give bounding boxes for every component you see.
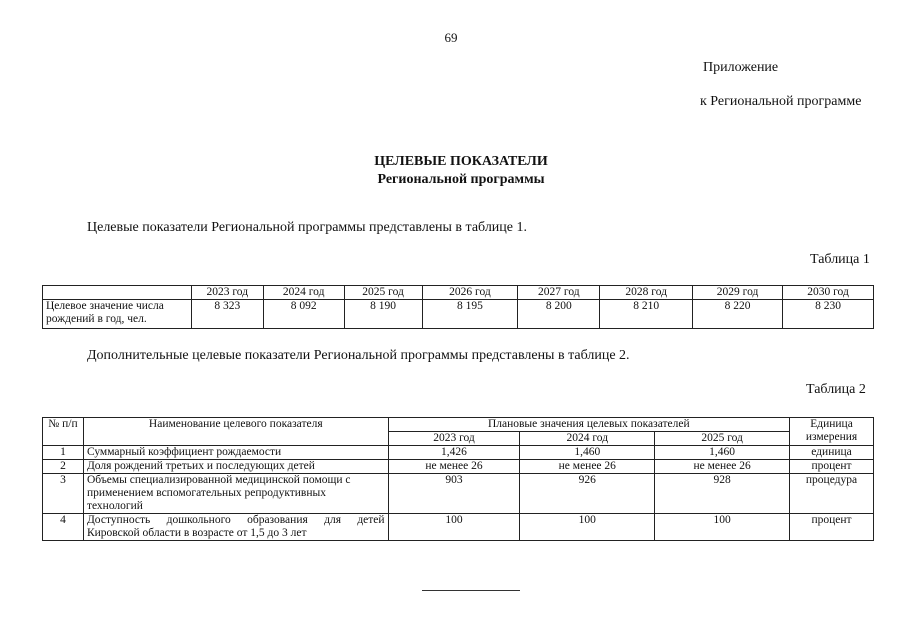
table1-year-header: 2026 год [422,286,518,300]
table1-value-cell: 8 220 [693,300,783,329]
table2-year-header: 2024 год [520,432,655,446]
indicator-name: Суммарный коэффициент рождаемости [83,446,388,460]
table2-plan-header: Плановые значения целевых показателей [388,418,789,432]
table1-value-cell: 8 210 [600,300,693,329]
table1-value-cell: 8 195 [422,300,518,329]
title-main: ЦЕЛЕВЫЕ ПОКАЗАТЕЛИ [374,154,548,169]
row-number: 2 [43,460,84,474]
table1-row-label: Целевое значение числа рождений в год, чел. [43,300,192,329]
table1-caption: Таблица 1 [810,252,870,267]
indicator-name: Объемы специализированной медицинской помощи с применением вспомогательных репродуктивных технологий [83,474,388,514]
table1-year-header: 2028 год [600,286,693,300]
table1-year-header: 2029 год [693,286,783,300]
table1-year-header: 2030 год [783,286,874,300]
row-number: 1 [43,446,84,460]
value-2024: 926 [520,474,655,514]
value-2023: 100 [388,514,520,541]
table1-year-header: 2024 год [263,286,344,300]
unit-cell: процедура [790,474,874,514]
unit-cell: процент [790,460,874,474]
table-row [43,446,874,460]
table2-name-header: Наименование целевого показателя [83,418,388,446]
indicator-name: Доступность дошкольного образования для детей Кировской области в возрасте от 1,5 до 3 лет [83,514,388,541]
document-title [0,153,902,189]
table-row [43,474,874,514]
table1-corner-cell [43,286,192,300]
indicator-name: Доля рождений третьих и последующих детей [83,460,388,474]
table1-value-row [43,300,874,329]
value-2025: 1,460 [655,446,790,460]
value-2024: 1,460 [520,446,655,460]
table1-value-cell: 8 200 [518,300,600,329]
value-2023: 1,426 [388,446,520,460]
table1-year-header: 2023 год [191,286,263,300]
table1-value-cell: 8 323 [191,300,263,329]
table1-year-header: 2025 год [344,286,422,300]
table2-number-header: № п/п [43,418,84,446]
unit-cell: процент [790,514,874,541]
value-2023: не менее 26 [388,460,520,474]
paragraph-table2-intro: Дополнительные целевые показатели Региональной программы представлены в таблице 2. [87,348,630,363]
table1-value-cell: 8 190 [344,300,422,329]
appendix-label: Приложение [703,60,779,75]
targets-table [42,285,874,329]
value-2023: 903 [388,474,520,514]
table-row [43,514,874,541]
table2-header-row [43,418,874,432]
paragraph-table1-intro: Целевые показатели Региональной программы представлены в таблице 1. [87,220,528,235]
page-number: 69 [444,30,458,45]
appendix-reference: к Региональной программе [700,94,862,109]
unit-cell: единица [790,446,874,460]
table1-value-cell: 8 092 [263,300,344,329]
table-row [43,460,874,474]
value-2024: 100 [520,514,655,541]
value-2025: 100 [655,514,790,541]
row-number: 4 [43,514,84,541]
value-2025: 928 [655,474,790,514]
table1-value-cell: 8 230 [783,300,874,329]
additional-targets-table [42,417,874,541]
table2-year-header: 2025 год [655,432,790,446]
table1-header-row [43,286,874,300]
footer-divider [422,590,520,591]
title-sub: Региональной программы [377,172,545,187]
value-2025: не менее 26 [655,460,790,474]
table2-unit-header: Единица измерения [790,418,874,446]
table2-caption: Таблица 2 [806,382,866,397]
row-number: 3 [43,474,84,514]
table2-year-header: 2023 год [388,432,520,446]
table1-year-header: 2027 год [518,286,600,300]
value-2024: не менее 26 [520,460,655,474]
